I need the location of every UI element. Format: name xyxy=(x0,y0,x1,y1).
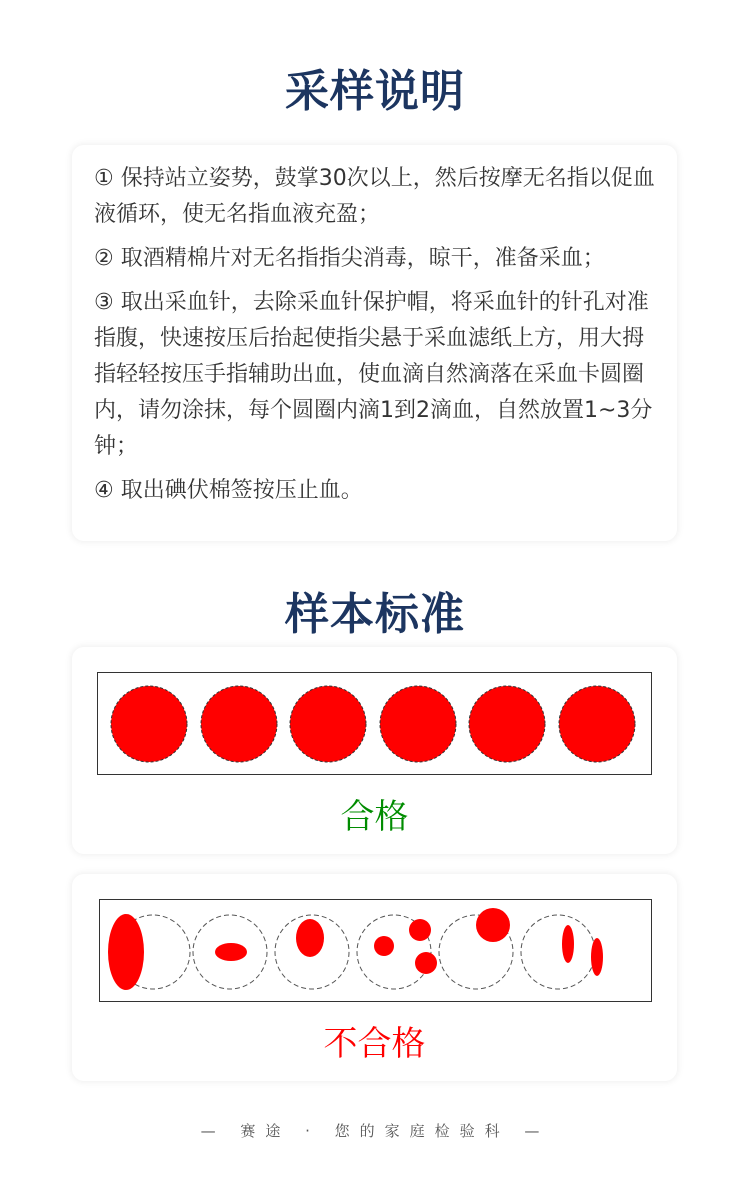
step-1: ① 保持站立姿势，鼓掌30次以上，然后按摩无名指以促血液循环，使无名指血液充盈； xyxy=(94,166,655,227)
qualified-label: 合格 xyxy=(340,797,409,837)
unqualified-card xyxy=(72,874,677,1081)
page-title-sampling-instructions: 采样说明 xyxy=(285,66,465,117)
step-4: ④ 取出碘伏棉签按压止血。 xyxy=(94,478,363,503)
qualified-card xyxy=(72,647,677,854)
blood-spots-unqualified-icon xyxy=(100,900,650,1000)
step-3: ③ 取出采血针，去除采血针保护帽，将采血针的针孔对准指腹，快速按压后抬起使指尖悬于采血滤纸上方，用大拇指轻轻按压手指辅助出血，使血滴自然滴落在采血卡圆圈内，请勿涂抹，每个圆圈内滴1到2滴血，自然放置1~3分钟； xyxy=(94,290,653,459)
instructions-card xyxy=(72,145,677,541)
qualified-sample-strip xyxy=(97,672,652,775)
blood-spots-qualified-icon xyxy=(98,673,650,773)
footer-slogan: — 赛途 · 您的家庭检验科 — xyxy=(200,1122,550,1140)
unqualified-label: 不合格 xyxy=(323,1024,426,1064)
unqualified-sample-strip xyxy=(99,899,652,1002)
page-title-sample-standard: 样本标准 xyxy=(285,589,465,640)
step-2: ② 取酒精棉片对无名指指尖消毒，晾干，准备采血； xyxy=(94,246,605,271)
